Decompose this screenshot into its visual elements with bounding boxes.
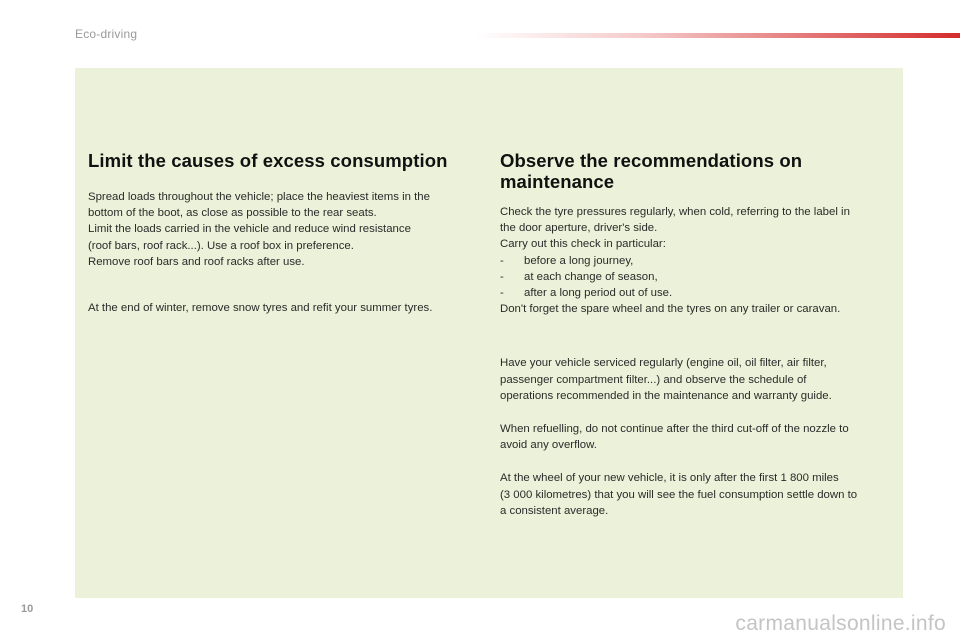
winter-tyres-paragraph: At the end of winter, remove snow tyres and refit your summer tyres. — [88, 302, 433, 315]
bullet-item — [500, 253, 890, 269]
right-title-line: maintenance — [500, 171, 615, 192]
new-vehicle-line: At the wheel of your new vehicle, it is only after the first 1 800 miles — [500, 472, 839, 485]
section-label: Eco-driving — [75, 27, 138, 41]
loads-line: bottom of the boot, as close as possible to the rear seats. — [88, 207, 377, 220]
bullet-text: before a long journey, — [524, 254, 634, 267]
right-title-line: Observe the recommendations on — [500, 150, 803, 171]
tyre-line: Check the tyre pressures regularly, when cold, referring to the label in — [500, 206, 850, 218]
left-section-title: Limit the causes of excess consumption — [88, 150, 448, 171]
loads-line: Spread loads throughout the vehicle; place the heaviest items in the — [88, 191, 430, 203]
page-number: 10 — [21, 603, 34, 615]
bullet-dash: - — [500, 254, 504, 267]
right-section-title — [500, 150, 890, 192]
bullet-item — [500, 285, 890, 301]
service-line: Have your vehicle serviced regularly (engine oil, oil filter, air filter, — [500, 357, 827, 370]
loads-paragraph — [88, 189, 468, 270]
left-column — [88, 150, 468, 316]
bullet-dash: - — [500, 270, 504, 283]
bullet-text: after a long period out of use. — [524, 287, 673, 300]
tyre-pressure-paragraph — [500, 204, 890, 317]
tyre-line: Carry out this check in particular: — [500, 238, 666, 251]
service-line: passenger compartment filter...) and observe the schedule of — [500, 373, 807, 386]
bullet-item — [500, 269, 890, 285]
new-vehicle-paragraph — [500, 470, 890, 519]
new-vehicle-line: (3 000 kilometres) that you will see the fuel consumption settle down to — [500, 488, 858, 501]
tyre-line: the door aperture, driver's side. — [500, 222, 658, 235]
spare-wheel-line: Don't forget the spare wheel and the tyres on any trailer or caravan. — [500, 303, 841, 316]
new-vehicle-line: a consistent average. — [500, 504, 609, 517]
service-line: operations recommended in the maintenance and warranty guide. — [500, 389, 832, 402]
header-accent-bar — [475, 33, 960, 38]
refuel-line: When refuelling, do not continue after the third cut-off of the nozzle to — [500, 423, 849, 436]
bullet-dash: - — [500, 287, 504, 300]
service-paragraph — [500, 355, 890, 404]
refuel-line: avoid any overflow. — [500, 439, 597, 452]
loads-line: Limit the loads carried in the vehicle and reduce wind resistance — [88, 223, 411, 236]
right-column — [500, 150, 890, 519]
watermark: carmanualsonline.info — [735, 612, 946, 635]
bullet-text: at each change of season, — [524, 270, 658, 283]
loads-line: (roof bars, roof rack...). Use a roof box in preference. — [88, 239, 354, 252]
loads-line: Remove roof bars and roof racks after use. — [88, 255, 305, 268]
refuel-paragraph — [500, 421, 890, 453]
